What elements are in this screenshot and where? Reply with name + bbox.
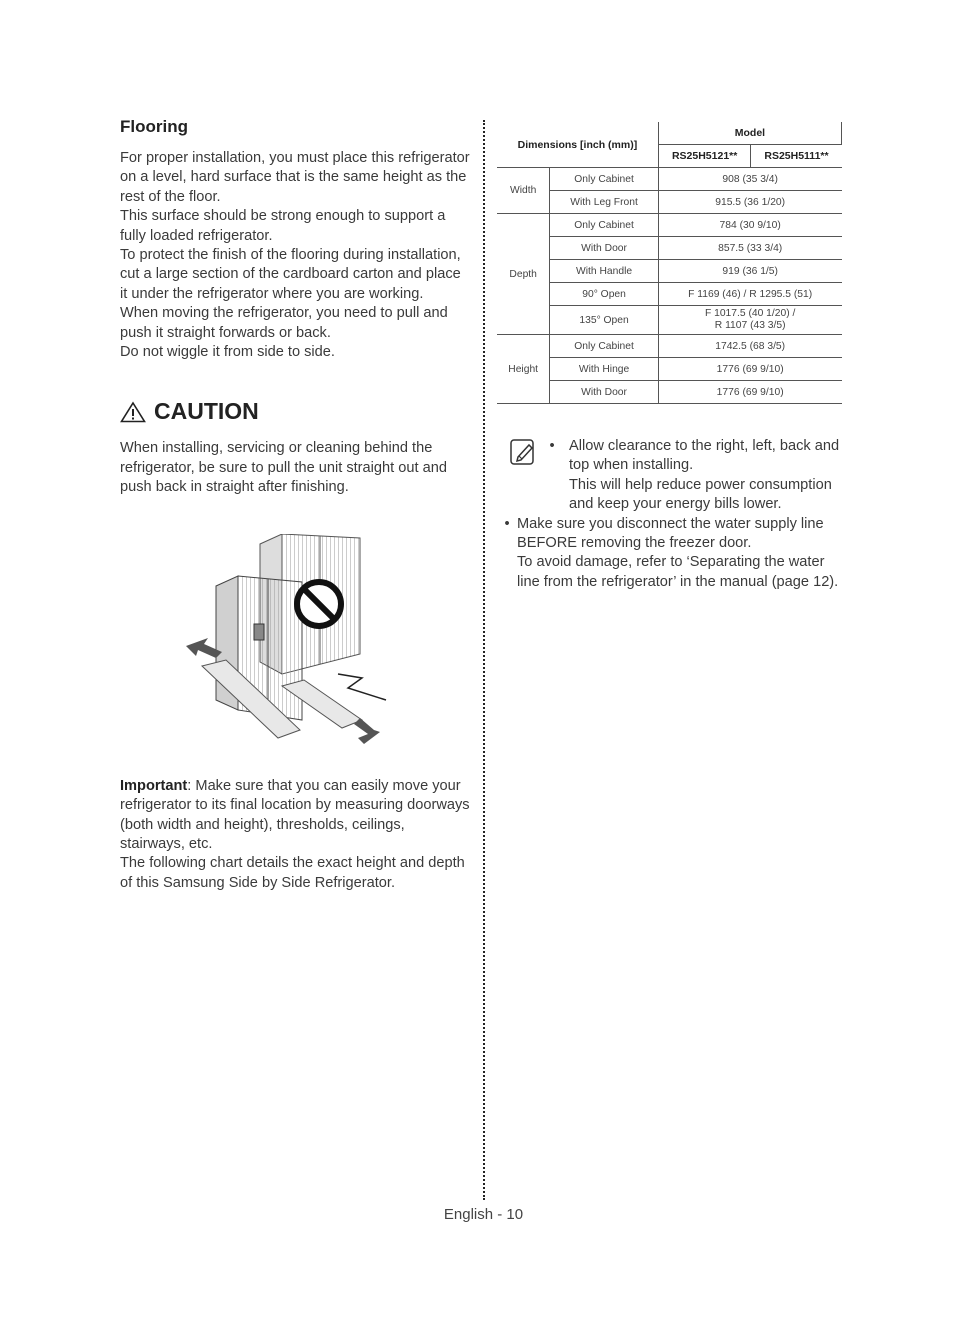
- caution-title: CAUTION: [154, 398, 259, 425]
- refrigerator-moving-illustration: [182, 534, 414, 744]
- row-value: 1742.5 (68 3/5): [658, 335, 841, 358]
- table-row: [497, 335, 842, 358]
- model-name: RS25H5121**: [658, 145, 751, 168]
- group-label: Depth: [497, 214, 550, 335]
- chart-description: The following chart details the exact height and depth of this Samsung Side by Side Refrigerator.: [120, 855, 465, 891]
- warning-triangle-icon: [120, 401, 146, 423]
- dimensions-header: Dimensions [inch (mm)]: [497, 122, 658, 168]
- table-row: [497, 214, 842, 237]
- row-label: 135° Open: [550, 306, 659, 335]
- row-label: With Hinge: [550, 358, 659, 381]
- caution-heading: [120, 398, 472, 425]
- flooring-paragraph: For proper installation, you must place this refrigerator on a level, hard surface that is the same height as the rest of the floor.: [120, 150, 470, 205]
- important-label: Important: [120, 777, 188, 794]
- important-text: : Make sure that you can easily move your refrigerator to its final location by measuring doorways (both width and height), thresholds, ceilings, stairways, etc.: [120, 777, 470, 852]
- bullet-line: To avoid damage, refer to ‘Separating the water line from the refrigerator’ in the manual (page 12).: [517, 554, 839, 590]
- row-value: F 1169 (46) / R 1295.5 (51): [658, 283, 841, 306]
- bullet-line: Make sure you disconnect the water supply line BEFORE removing the freezer door.: [517, 515, 824, 552]
- row-label: With Leg Front: [550, 191, 659, 214]
- column-divider: [483, 120, 485, 1200]
- row-value-line: R 1107 (43 3/5): [714, 320, 786, 331]
- row-value: 919 (36 1/5): [658, 260, 841, 283]
- caution-text: When installing, servicing or cleaning behind the refrigerator, be sure to pull the unit straight out and push back in straight after finishing.: [120, 440, 447, 496]
- bullet-dot: •: [504, 515, 510, 532]
- flooring-paragraph: Do not wiggle it from side to side.: [120, 344, 335, 361]
- row-value: 784 (30 9/10): [658, 214, 841, 237]
- row-value: 1776 (69 9/10): [658, 358, 841, 381]
- table-header-row: [497, 122, 842, 145]
- page-footer: English - 10: [443, 1206, 524, 1223]
- table-row: [497, 168, 842, 191]
- row-value-line: F 1017.5 (40 1/20) /: [704, 308, 796, 319]
- flooring-paragraph: This surface should be strong enough to support a fully loaded refrigerator.: [120, 208, 446, 244]
- row-value: 1776 (69 9/10): [658, 381, 841, 404]
- right-column: [497, 122, 847, 592]
- row-label: Only Cabinet: [550, 168, 659, 191]
- note-line: Allow clearance to the right, left, back and top when installing.: [569, 438, 840, 474]
- group-label: Height: [497, 335, 550, 404]
- dimensions-table: [497, 122, 842, 404]
- note-pencil-icon: [509, 437, 539, 467]
- row-value: 915.5 (36 1/20): [658, 191, 841, 214]
- row-label: With Door: [550, 381, 659, 404]
- row-label: 90° Open: [550, 283, 659, 306]
- row-label: With Handle: [550, 260, 659, 283]
- row-value: [658, 306, 841, 335]
- bullet-text: [517, 515, 847, 593]
- left-column: [120, 117, 472, 893]
- model-name: RS25H5111**: [751, 145, 842, 168]
- bullet-item: [497, 515, 847, 593]
- flooring-heading: Flooring: [120, 117, 188, 136]
- note-item: [497, 437, 847, 515]
- group-label: Width: [497, 168, 550, 214]
- row-value: 857.5 (33 3/4): [658, 237, 841, 260]
- model-header: Model: [658, 122, 841, 145]
- flooring-paragraph: To protect the finish of the flooring during installation, cut a large section of the cardboard carton and place it under the refrigerator where you are working.: [120, 247, 461, 302]
- important-paragraph: [120, 777, 472, 855]
- flooring-paragraph: When moving the refrigerator, you need to pull and push it straight forwards or back.: [120, 305, 448, 341]
- row-label: Only Cabinet: [550, 335, 659, 358]
- note-text: [559, 437, 847, 515]
- row-value: 908 (35 3/4): [658, 168, 841, 191]
- note-line: This will help reduce power consumption and keep your energy bills lower.: [569, 476, 832, 513]
- row-label: With Door: [550, 237, 659, 260]
- row-label: Only Cabinet: [550, 214, 659, 237]
- notes-section: [497, 437, 847, 592]
- bullet-dot: •: [549, 438, 555, 454]
